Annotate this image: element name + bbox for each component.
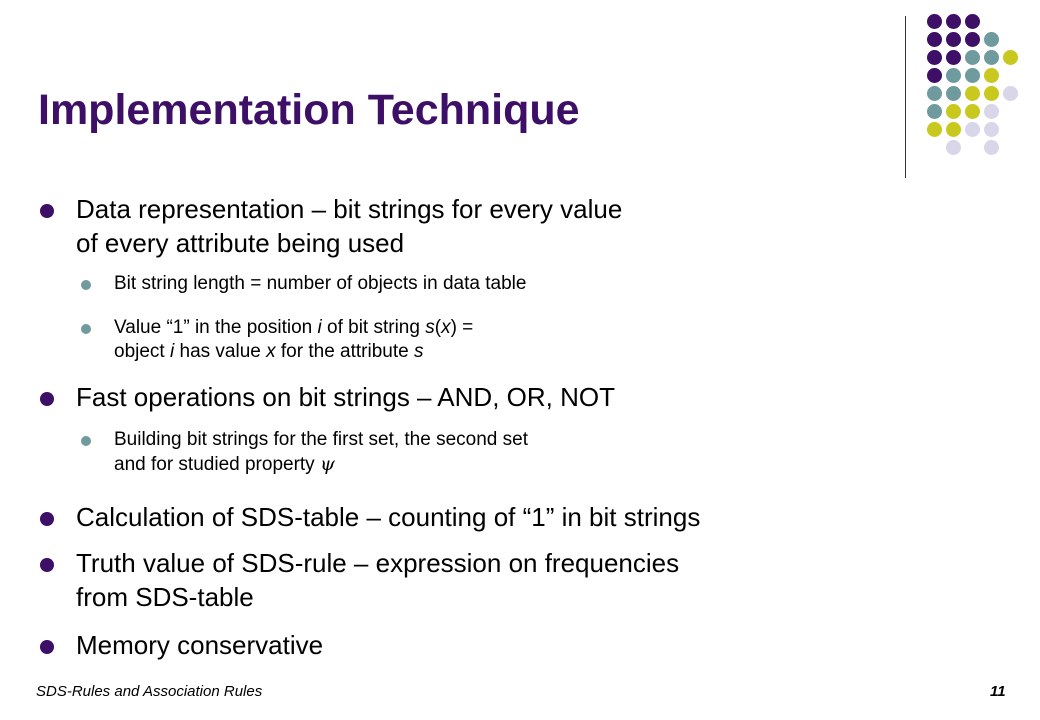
dot (965, 14, 980, 29)
bullet-fast-operations (76, 380, 615, 414)
sub-bullet-bit-string-length (114, 272, 526, 296)
bullet-text: of bit string (321, 317, 426, 338)
dot (927, 104, 942, 119)
dot (984, 140, 999, 155)
bullet-text: Data representation – bit strings for every value (76, 194, 623, 224)
dot (946, 140, 961, 155)
bullet-text: from SDS-table (76, 582, 254, 612)
dot (927, 32, 942, 47)
math-variable: x (266, 341, 276, 362)
dot (984, 32, 999, 47)
bullet-truth-value (76, 546, 679, 614)
sub-bullet-building-bit-strings (114, 428, 528, 477)
bullet-calculation-sds-table (76, 500, 700, 534)
bullet-text: ) = (450, 317, 474, 338)
sub-bullet-value-position (114, 316, 473, 364)
dot (946, 122, 961, 137)
bullet-text: Value “1” in the position (114, 317, 318, 338)
slide-title: Implementation Technique (38, 86, 580, 134)
dot (946, 14, 961, 29)
bullet-text: object (114, 341, 170, 362)
dot (946, 32, 961, 47)
dot (927, 14, 942, 29)
dot (965, 86, 980, 101)
bullet-memory-conservative (76, 628, 323, 662)
dot (1003, 86, 1018, 101)
bullet-text: Fast operations on bit strings – AND, OR, NOT (76, 382, 615, 412)
dot (927, 68, 942, 83)
bullet-text: for the attribute (275, 341, 414, 362)
dot (965, 68, 980, 83)
bullet-text: of every attribute being used (76, 228, 405, 258)
bullet-text: has value (174, 341, 267, 362)
bullet-text: Building bit strings for the first set, the second set (114, 429, 528, 450)
math-variable: x (441, 317, 451, 338)
bullet-text: Truth value of SDS-rule – expression on frequencies (76, 548, 680, 578)
dot (946, 50, 961, 65)
psi-symbol: ψ (319, 453, 335, 475)
bullet-text: Calculation of SDS-table – counting of “1” in bit strings (76, 502, 701, 532)
dot (946, 104, 961, 119)
dot (984, 122, 999, 137)
dot (1003, 50, 1018, 65)
dot (946, 86, 961, 101)
bullet-text: Memory conservative (76, 630, 324, 660)
math-variable: s (413, 341, 424, 362)
dot (965, 32, 980, 47)
dot (984, 50, 999, 65)
dot (984, 104, 999, 119)
dot (965, 104, 980, 119)
bullet-data-representation (76, 192, 622, 260)
dot (984, 86, 999, 101)
bullet-text: ( (434, 317, 442, 338)
dot (927, 50, 942, 65)
math-variable: i (317, 317, 322, 338)
dot (965, 122, 980, 137)
bullet-text: Bit string length = number of objects in data table (114, 273, 527, 294)
bullet-text: and for studied property (114, 454, 320, 475)
page-number: 11 (990, 683, 1006, 700)
dot (965, 50, 980, 65)
dot (927, 86, 942, 101)
dot (984, 68, 999, 83)
footer-title: SDS-Rules and Association Rules (36, 683, 263, 700)
dot (927, 122, 942, 137)
dot (946, 68, 961, 83)
divider-line (905, 16, 906, 178)
math-variable: s (425, 317, 435, 338)
math-variable: i (169, 341, 175, 362)
